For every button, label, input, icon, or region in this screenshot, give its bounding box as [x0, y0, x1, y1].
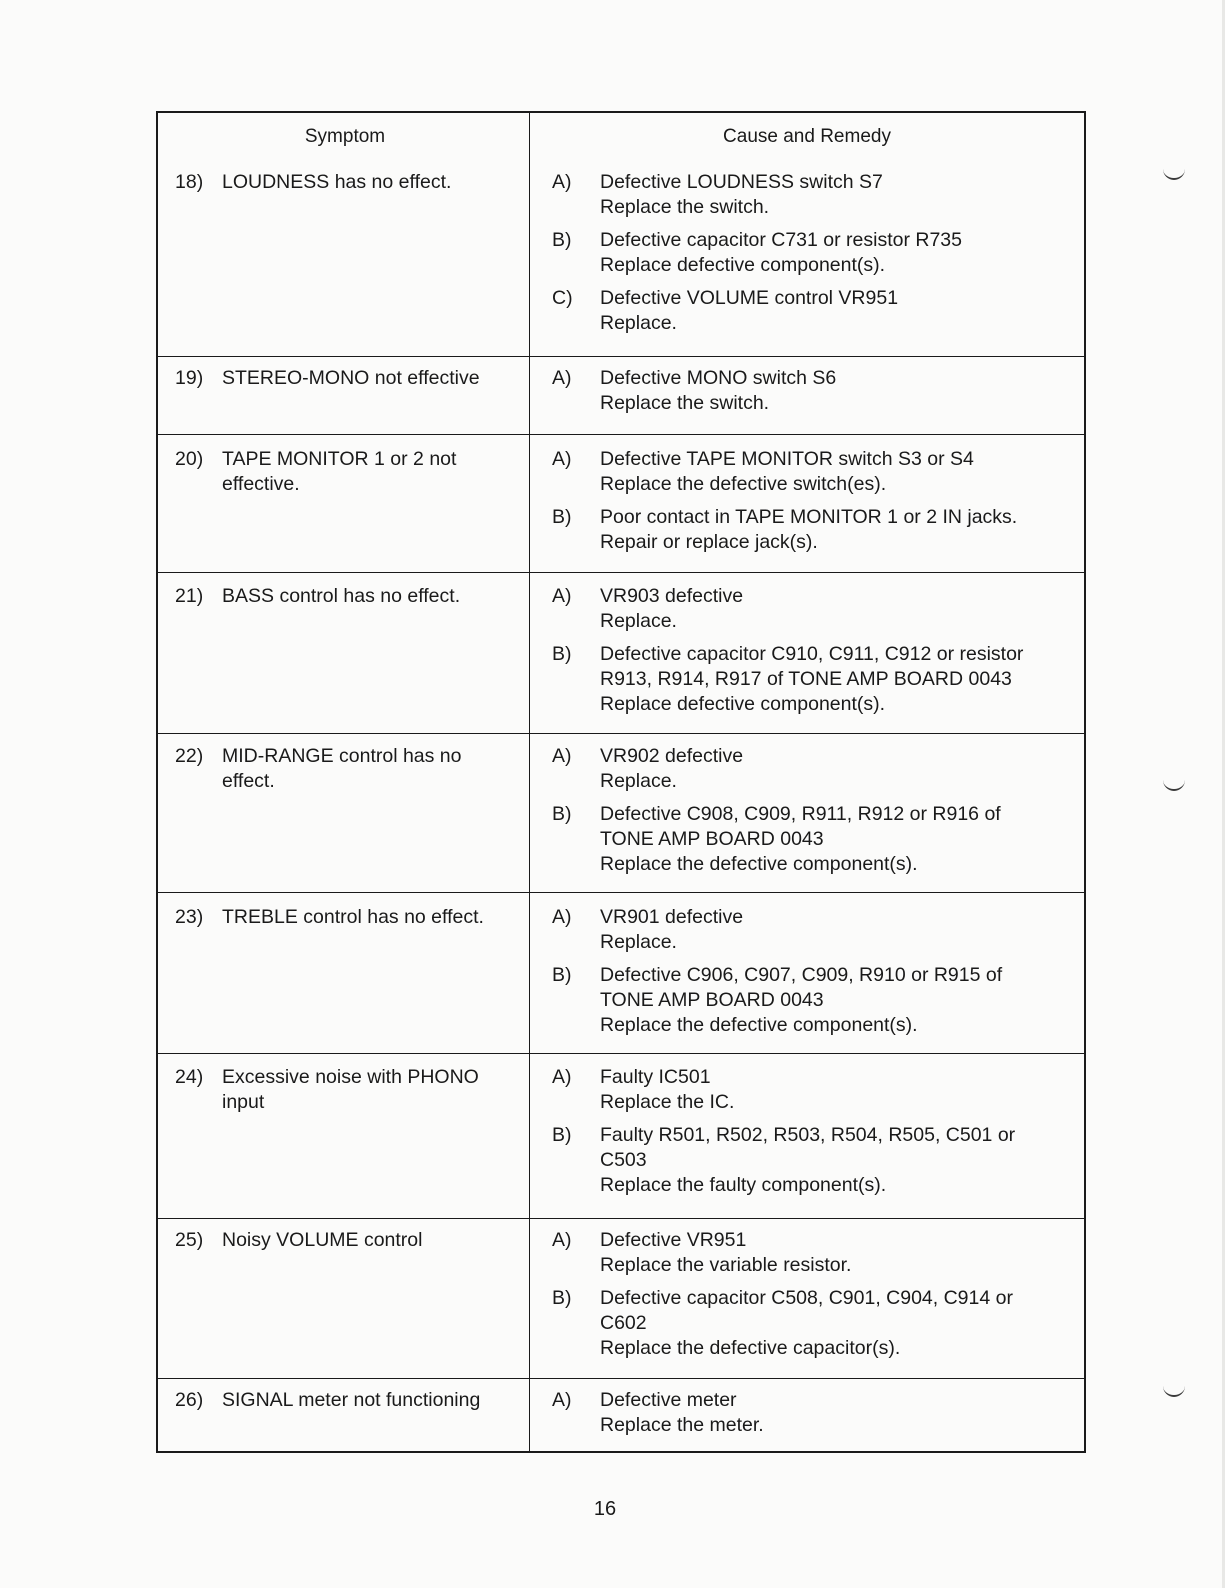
troubleshooting-table	[156, 111, 1086, 1453]
symptom-number: 22)	[175, 745, 204, 767]
remedy-line: Defective MONO switch S6	[600, 367, 837, 389]
symptom-line: TAPE MONITOR 1 or 2 not	[222, 448, 457, 470]
symptom-cell	[158, 734, 530, 892]
symptom-entry	[175, 584, 515, 609]
symptom-entry	[175, 1228, 515, 1253]
remedy-line: Repair or replace jack(s).	[600, 531, 818, 553]
symptom-cell	[158, 1054, 530, 1218]
symptom-number: 20)	[175, 448, 204, 470]
remedy-text	[600, 584, 1066, 634]
remedy-text	[600, 170, 1066, 220]
symptom-entry	[175, 744, 515, 794]
remedy-text	[600, 1065, 1066, 1115]
remedy-letter: A)	[552, 1066, 572, 1088]
table-row	[158, 434, 1084, 572]
symptom-entry	[175, 170, 515, 195]
symptom-line: input	[222, 1091, 265, 1113]
page-number: 16	[593, 1498, 617, 1520]
remedy-text	[600, 1388, 1066, 1438]
remedy-item	[552, 228, 1066, 278]
symptom-number: 23)	[175, 906, 204, 928]
remedy-line: C602	[600, 1312, 647, 1334]
remedy-letter: A)	[552, 1389, 572, 1411]
table-row	[158, 356, 1084, 434]
symptom-line: Excessive noise with PHONO	[222, 1066, 479, 1088]
remedy-text	[600, 447, 1066, 497]
remedy-item	[552, 802, 1066, 877]
symptom-text	[222, 1228, 515, 1253]
remedy-line: Defective VOLUME control VR951	[600, 287, 899, 309]
remedy-text	[600, 905, 1066, 955]
remedy-letter: B)	[552, 1124, 572, 1146]
symptom-text	[222, 1065, 515, 1115]
remedy-line: TONE AMP BOARD 0043	[600, 828, 824, 850]
remedy-text	[600, 505, 1066, 555]
remedy-line: Replace the defective component(s).	[600, 853, 918, 875]
symptom-number: 19)	[175, 367, 204, 389]
remedy-letter: C)	[552, 287, 573, 309]
remedy-text	[600, 744, 1066, 794]
symptom-cell	[158, 893, 530, 1053]
remedy-line: C503	[600, 1149, 647, 1171]
remedy-line: Faulty IC501	[600, 1066, 711, 1088]
binder-hole-mark	[1163, 1385, 1185, 1397]
table-row	[158, 1053, 1084, 1218]
remedy-line: Replace the switch.	[600, 392, 770, 414]
remedy-line: VR902 defective	[600, 745, 744, 767]
remedy-item	[552, 642, 1066, 717]
remedy-line: Replace the faulty component(s).	[600, 1174, 887, 1196]
remedy-line: Replace the defective capacitor(s).	[600, 1337, 901, 1359]
cause-cell	[530, 435, 1084, 572]
table-row	[158, 733, 1084, 892]
remedy-item	[552, 1286, 1066, 1361]
remedy-text	[600, 286, 1066, 336]
remedy-line: Defective VR951	[600, 1229, 747, 1251]
cause-cell	[530, 161, 1084, 356]
remedy-letter: A)	[552, 906, 572, 928]
remedy-line: Defective C908, C909, R911, R912 or R916 of	[600, 803, 1001, 825]
remedy-line: Defective C906, C907, C909, R910 or R915 of	[600, 964, 1003, 986]
remedy-line: R913, R914, R917 of TONE AMP BOARD 0043	[600, 668, 1012, 690]
remedy-line: Defective capacitor C910, C911, C912 or resistor	[600, 643, 1024, 665]
remedy-item	[552, 1123, 1066, 1198]
table-row	[158, 1218, 1084, 1378]
remedy-text	[600, 1123, 1066, 1198]
symptom-cell	[158, 161, 530, 356]
remedy-item	[552, 286, 1066, 336]
symptom-text	[222, 366, 515, 391]
remedy-letter: A)	[552, 367, 572, 389]
symptom-entry	[175, 1388, 515, 1413]
remedy-item	[552, 170, 1066, 220]
cause-cell	[530, 1219, 1084, 1378]
symptom-text	[222, 744, 515, 794]
remedy-line: Defective capacitor C731 or resistor R735	[600, 229, 962, 251]
symptom-cell	[158, 435, 530, 572]
binder-hole-mark	[1163, 168, 1185, 180]
cause-column-header: Cause and Remedy	[723, 126, 891, 147]
table-row	[158, 572, 1084, 733]
remedy-line: Replace the defective component(s).	[600, 1014, 918, 1036]
symptom-number: 21)	[175, 585, 204, 607]
remedy-line: Replace the defective switch(es).	[600, 473, 887, 495]
remedy-letter: A)	[552, 448, 572, 470]
remedy-line: Replace.	[600, 610, 677, 632]
symptom-cell	[158, 1379, 530, 1451]
remedy-item	[552, 505, 1066, 555]
remedy-text	[600, 228, 1066, 278]
symptom-line: SIGNAL meter not functioning	[222, 1389, 481, 1411]
cause-cell	[530, 1054, 1084, 1218]
symptom-number: 18)	[175, 171, 204, 193]
cause-cell	[530, 573, 1084, 733]
symptom-text	[222, 447, 515, 497]
cause-cell	[530, 734, 1084, 892]
remedy-text	[600, 963, 1066, 1038]
remedy-line: Defective capacitor C508, C901, C904, C914 or	[600, 1287, 1013, 1309]
remedy-line: Replace.	[600, 931, 677, 953]
symptom-entry	[175, 366, 515, 391]
symptom-number: 24)	[175, 1066, 204, 1088]
symptom-entry	[175, 447, 515, 497]
symptom-line: Noisy VOLUME control	[222, 1229, 423, 1251]
remedy-line: VR901 defective	[600, 906, 744, 928]
remedy-letter: B)	[552, 1287, 572, 1309]
remedy-item	[552, 963, 1066, 1038]
symptom-text	[222, 584, 515, 609]
remedy-line: VR903 defective	[600, 585, 744, 607]
table-body	[158, 161, 1084, 1451]
remedy-letter: B)	[552, 506, 572, 528]
remedy-text	[600, 1228, 1066, 1278]
symptom-number: 25)	[175, 1229, 204, 1251]
remedy-letter: B)	[552, 229, 572, 251]
cause-cell	[530, 1379, 1084, 1451]
table-row	[158, 1378, 1084, 1451]
symptom-line: effect.	[222, 770, 275, 792]
remedy-text	[600, 642, 1066, 717]
binder-hole-mark	[1163, 779, 1185, 791]
symptom-cell	[158, 573, 530, 733]
table-row	[158, 892, 1084, 1053]
remedy-item	[552, 366, 1066, 416]
remedy-letter: A)	[552, 171, 572, 193]
remedy-line: Replace.	[600, 312, 677, 334]
remedy-letter: A)	[552, 1229, 572, 1251]
symptom-line: MID-RANGE control has no	[222, 745, 462, 767]
remedy-item	[552, 905, 1066, 955]
remedy-line: Replace the IC.	[600, 1091, 735, 1113]
remedy-item	[552, 744, 1066, 794]
symptom-line: LOUDNESS has no effect.	[222, 171, 452, 193]
remedy-text	[600, 802, 1066, 877]
remedy-letter: B)	[552, 803, 572, 825]
remedy-line: TONE AMP BOARD 0043	[600, 989, 824, 1011]
cause-cell	[530, 357, 1084, 434]
symptom-entry	[175, 1065, 515, 1115]
table-header-row	[158, 113, 1084, 161]
remedy-line: Defective meter	[600, 1389, 737, 1411]
symptom-line: STEREO-MONO not effective	[222, 367, 480, 389]
symptom-text	[222, 1388, 515, 1413]
symptom-text	[222, 905, 515, 930]
symptom-entry	[175, 905, 515, 930]
remedy-letter: A)	[552, 585, 572, 607]
remedy-line: Replace the switch.	[600, 196, 770, 218]
symptom-line: TREBLE control has no effect.	[222, 906, 484, 928]
remedy-line: Defective LOUDNESS switch S7	[600, 171, 883, 193]
remedy-letter: B)	[552, 643, 572, 665]
remedy-item	[552, 584, 1066, 634]
remedy-line: Faulty R501, R502, R503, R504, R505, C501 or	[600, 1124, 1016, 1146]
remedy-item	[552, 1388, 1066, 1438]
remedy-line: Replace defective component(s).	[600, 693, 886, 715]
remedy-item	[552, 1228, 1066, 1278]
remedy-line: Replace.	[600, 770, 677, 792]
symptom-column-header: Symptom	[158, 113, 530, 161]
remedy-text	[600, 1286, 1066, 1361]
symptom-line: effective.	[222, 473, 300, 495]
table-row	[158, 161, 1084, 356]
remedy-line: Replace the meter.	[600, 1414, 764, 1436]
remedy-text	[600, 366, 1066, 416]
remedy-item	[552, 1065, 1066, 1115]
cause-cell	[530, 893, 1084, 1053]
symptom-cell	[158, 1219, 530, 1378]
symptom-text	[222, 170, 515, 195]
remedy-item	[552, 447, 1066, 497]
symptom-number: 26)	[175, 1389, 204, 1411]
remedy-line: Poor contact in TAPE MONITOR 1 or 2 IN jacks.	[600, 506, 1018, 528]
remedy-line: Defective TAPE MONITOR switch S3 or S4	[600, 448, 974, 470]
symptom-cell	[158, 357, 530, 434]
symptom-line: BASS control has no effect.	[222, 585, 461, 607]
remedy-letter: A)	[552, 745, 572, 767]
remedy-line: Replace the variable resistor.	[600, 1254, 852, 1276]
remedy-letter: B)	[552, 964, 572, 986]
remedy-line: Replace defective component(s).	[600, 254, 886, 276]
